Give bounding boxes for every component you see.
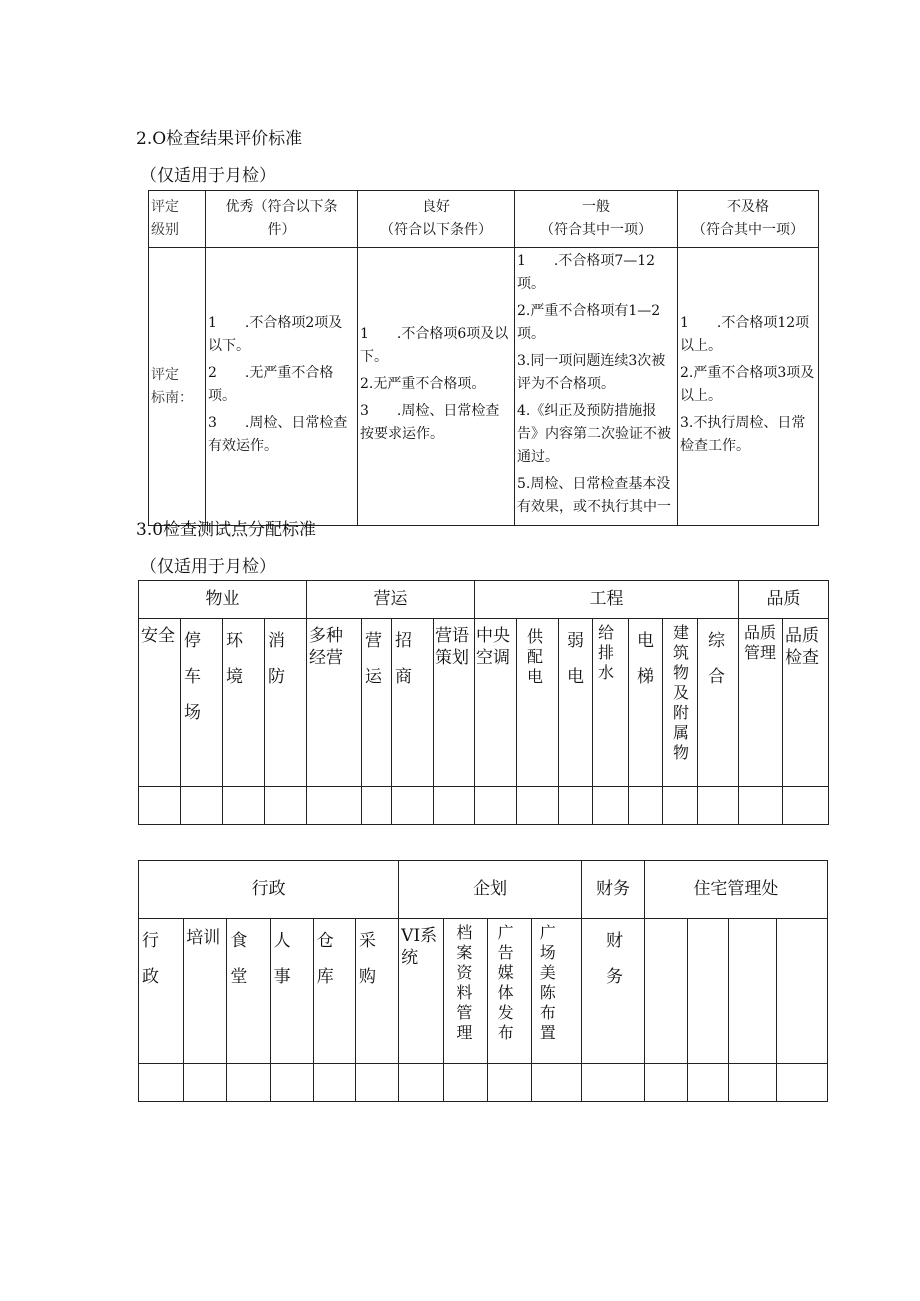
item-environment-text: 环境 (226, 631, 243, 687)
value-cell[interactable] (729, 1064, 776, 1102)
fair-criteria (515, 248, 678, 526)
group-operations: 营运 (307, 581, 475, 619)
guide-label-l1: 评定 (151, 366, 179, 383)
item-leasing (392, 619, 434, 787)
item-quality-mgmt-text: 品质管理 (744, 623, 777, 662)
criteria-item: 1 .不合格项2项及以下。 (208, 314, 343, 354)
item-operations (362, 619, 392, 787)
value-cell[interactable] (688, 1064, 729, 1102)
item-parking (181, 619, 223, 787)
value-cell[interactable] (265, 787, 307, 825)
grade-excellent-header: 优秀（符合以下条件） (206, 191, 358, 248)
item-archives (444, 919, 487, 1064)
item-quality-check (783, 619, 829, 787)
item-operations-text: 营运 (365, 631, 382, 687)
group-marketing: 企划 (399, 861, 582, 919)
item-admin-text: 行政 (142, 931, 159, 987)
group-quality: 品质 (739, 581, 829, 619)
value-cell[interactable] (531, 1064, 581, 1102)
item-warehouse-text: 仓库 (316, 931, 334, 987)
item-purchasing-text: 采购 (358, 931, 376, 987)
value-cell[interactable] (313, 1064, 355, 1102)
value-cell[interactable] (444, 1064, 487, 1102)
fair-l1: 一般 (582, 199, 610, 215)
item-planning-text: 营语策划 (435, 626, 469, 668)
criteria-item: 2.严重不合格项有1—2项。 (517, 303, 661, 342)
grade-label-l1: 评定 (151, 199, 179, 215)
item-plaza (531, 919, 581, 1064)
fail-criteria (678, 248, 819, 526)
value-cell[interactable] (582, 1064, 645, 1102)
criteria-item: 3.不执行周检、日常检查工作。 (680, 414, 806, 454)
value-cell[interactable] (739, 787, 783, 825)
item-weak-current (559, 619, 593, 787)
item-finance (582, 919, 645, 1064)
grade-label-cell (149, 191, 206, 248)
value-cell[interactable] (307, 787, 362, 825)
item-training: 培训 (184, 919, 227, 1064)
group-property: 物业 (139, 581, 307, 619)
distribution-table-2 (138, 860, 828, 1102)
grade-label-l2: 级别 (151, 222, 179, 238)
item-residential-2 (688, 919, 729, 1064)
value-cell[interactable] (399, 1064, 444, 1102)
fail-l1: 不及格 (727, 199, 769, 215)
item-general-text: 综合 (708, 631, 725, 687)
item-planning (434, 619, 475, 787)
item-residential-4 (776, 919, 828, 1064)
item-warehouse (313, 919, 355, 1064)
value-cell[interactable] (139, 1064, 184, 1102)
criteria-item: 3.同一项问题连续3次被评为不合格项。 (517, 353, 666, 392)
guide-label-l2: 标南： (151, 389, 193, 406)
section-2-note: （仅适用于月检） (140, 166, 276, 186)
value-cell[interactable] (227, 1064, 270, 1102)
value-cell[interactable] (487, 1064, 531, 1102)
criteria-item: 3 .周检、日常检查按要求运作。 (360, 403, 500, 442)
good-l1: 良好 (422, 199, 450, 215)
item-general (698, 619, 739, 787)
value-cell[interactable] (139, 787, 181, 825)
criteria-item: 5.周检、日常检查基本没有效果，或不执行其中一 (517, 476, 671, 515)
criteria-item: 2.严重不合格项3项及以上。 (680, 364, 815, 404)
criteria-item: 4.《纠正及预防措施报告》内容第二次验证不被通过。 (517, 403, 671, 465)
value-cell[interactable] (392, 787, 434, 825)
item-quality-mgmt (739, 619, 783, 787)
value-cell[interactable] (783, 787, 829, 825)
value-cell[interactable] (184, 1064, 227, 1102)
item-elevator (629, 619, 663, 787)
value-cell[interactable] (593, 787, 629, 825)
section-2-title: 2.O检查结果评价标准 (136, 129, 303, 149)
item-leasing-text: 招商 (395, 631, 412, 687)
item-hr-text: 人事 (273, 931, 291, 987)
criteria-item: 1 .不合格项7—12项。 (517, 253, 656, 292)
item-weak-current-text: 弱电 (567, 631, 584, 687)
item-hvac (475, 619, 517, 787)
item-archives-text: 档案资料管理 (456, 923, 473, 1042)
item-media (487, 919, 531, 1064)
good-l2: （符合以下条件） (380, 222, 492, 238)
item-canteen-text: 食堂 (230, 931, 248, 987)
item-building (663, 619, 698, 787)
value-cell[interactable] (223, 787, 265, 825)
item-fire-text: 消防 (268, 631, 285, 687)
value-cell[interactable] (475, 787, 517, 825)
item-environment (223, 619, 265, 787)
guide-label-cell (149, 248, 206, 526)
value-cell[interactable] (776, 1064, 828, 1102)
item-purchasing (355, 919, 398, 1064)
criteria-item: 2 .无严重不合格项。 (208, 364, 334, 404)
grade-good-header (358, 191, 515, 248)
good-criteria (358, 248, 515, 526)
item-safety: 安全 (139, 619, 181, 787)
value-cell[interactable] (663, 787, 698, 825)
fair-l2: （符合其中一项） (540, 222, 652, 238)
grade-table (148, 190, 819, 526)
item-residential-3 (729, 919, 776, 1064)
value-cell[interactable] (434, 787, 475, 825)
item-quality-check-text: 品质检查 (785, 626, 819, 668)
item-water-text: 给排水 (598, 623, 615, 682)
value-cell[interactable] (629, 787, 663, 825)
item-media-text: 广告媒体发布 (497, 923, 514, 1042)
item-elevator-text: 电梯 (637, 631, 654, 687)
fail-l2: （符合其中一项） (692, 222, 804, 238)
item-power-text: 供配电 (527, 627, 544, 686)
item-parking-text: 停车场 (184, 631, 201, 723)
group-finance: 财务 (582, 861, 645, 919)
item-vi-text: VI系统 (401, 926, 438, 968)
item-power (517, 619, 559, 787)
value-cell[interactable] (362, 787, 392, 825)
value-cell[interactable] (355, 1064, 398, 1102)
value-cell[interactable] (517, 787, 559, 825)
criteria-item: 1 .不合格项6项及以下。 (360, 326, 509, 365)
item-plaza-text: 广场美陈布置 (539, 923, 556, 1042)
grade-fail-header (678, 191, 819, 248)
item-water (593, 619, 629, 787)
item-residential-1 (644, 919, 687, 1064)
value-cell[interactable] (181, 787, 223, 825)
criteria-item: 1 .不合格项12项以上。 (680, 314, 810, 354)
criteria-item: 2.无严重不合格项。 (360, 376, 486, 392)
item-canteen (227, 919, 270, 1064)
value-cell[interactable] (644, 1064, 687, 1102)
grade-fair-header (515, 191, 678, 248)
item-diversified-text: 多种经营 (309, 626, 343, 668)
section-3-note: （仅适用于月检） (140, 557, 276, 577)
value-cell[interactable] (698, 787, 739, 825)
item-vi (399, 919, 444, 1064)
section-3-title: 3.0检查测试点分配标准 (136, 520, 317, 540)
distribution-table-1 (138, 580, 829, 825)
item-admin (139, 919, 184, 1064)
item-fire (265, 619, 307, 787)
excellent-criteria (206, 248, 358, 526)
value-cell[interactable] (270, 1064, 313, 1102)
criteria-item: 3 .周检、日常检查有效运作。 (208, 414, 348, 454)
item-finance-text: 财务 (606, 931, 624, 987)
group-residential: 住宅管理处 (644, 861, 827, 919)
group-engineering: 工程 (475, 581, 739, 619)
item-hr (270, 919, 313, 1064)
item-diversified (307, 619, 362, 787)
group-admin: 行政 (139, 861, 399, 919)
value-cell[interactable] (559, 787, 593, 825)
item-hvac-text: 中央空调 (476, 626, 510, 668)
item-building-text: 建筑物及附属物 (673, 623, 690, 762)
